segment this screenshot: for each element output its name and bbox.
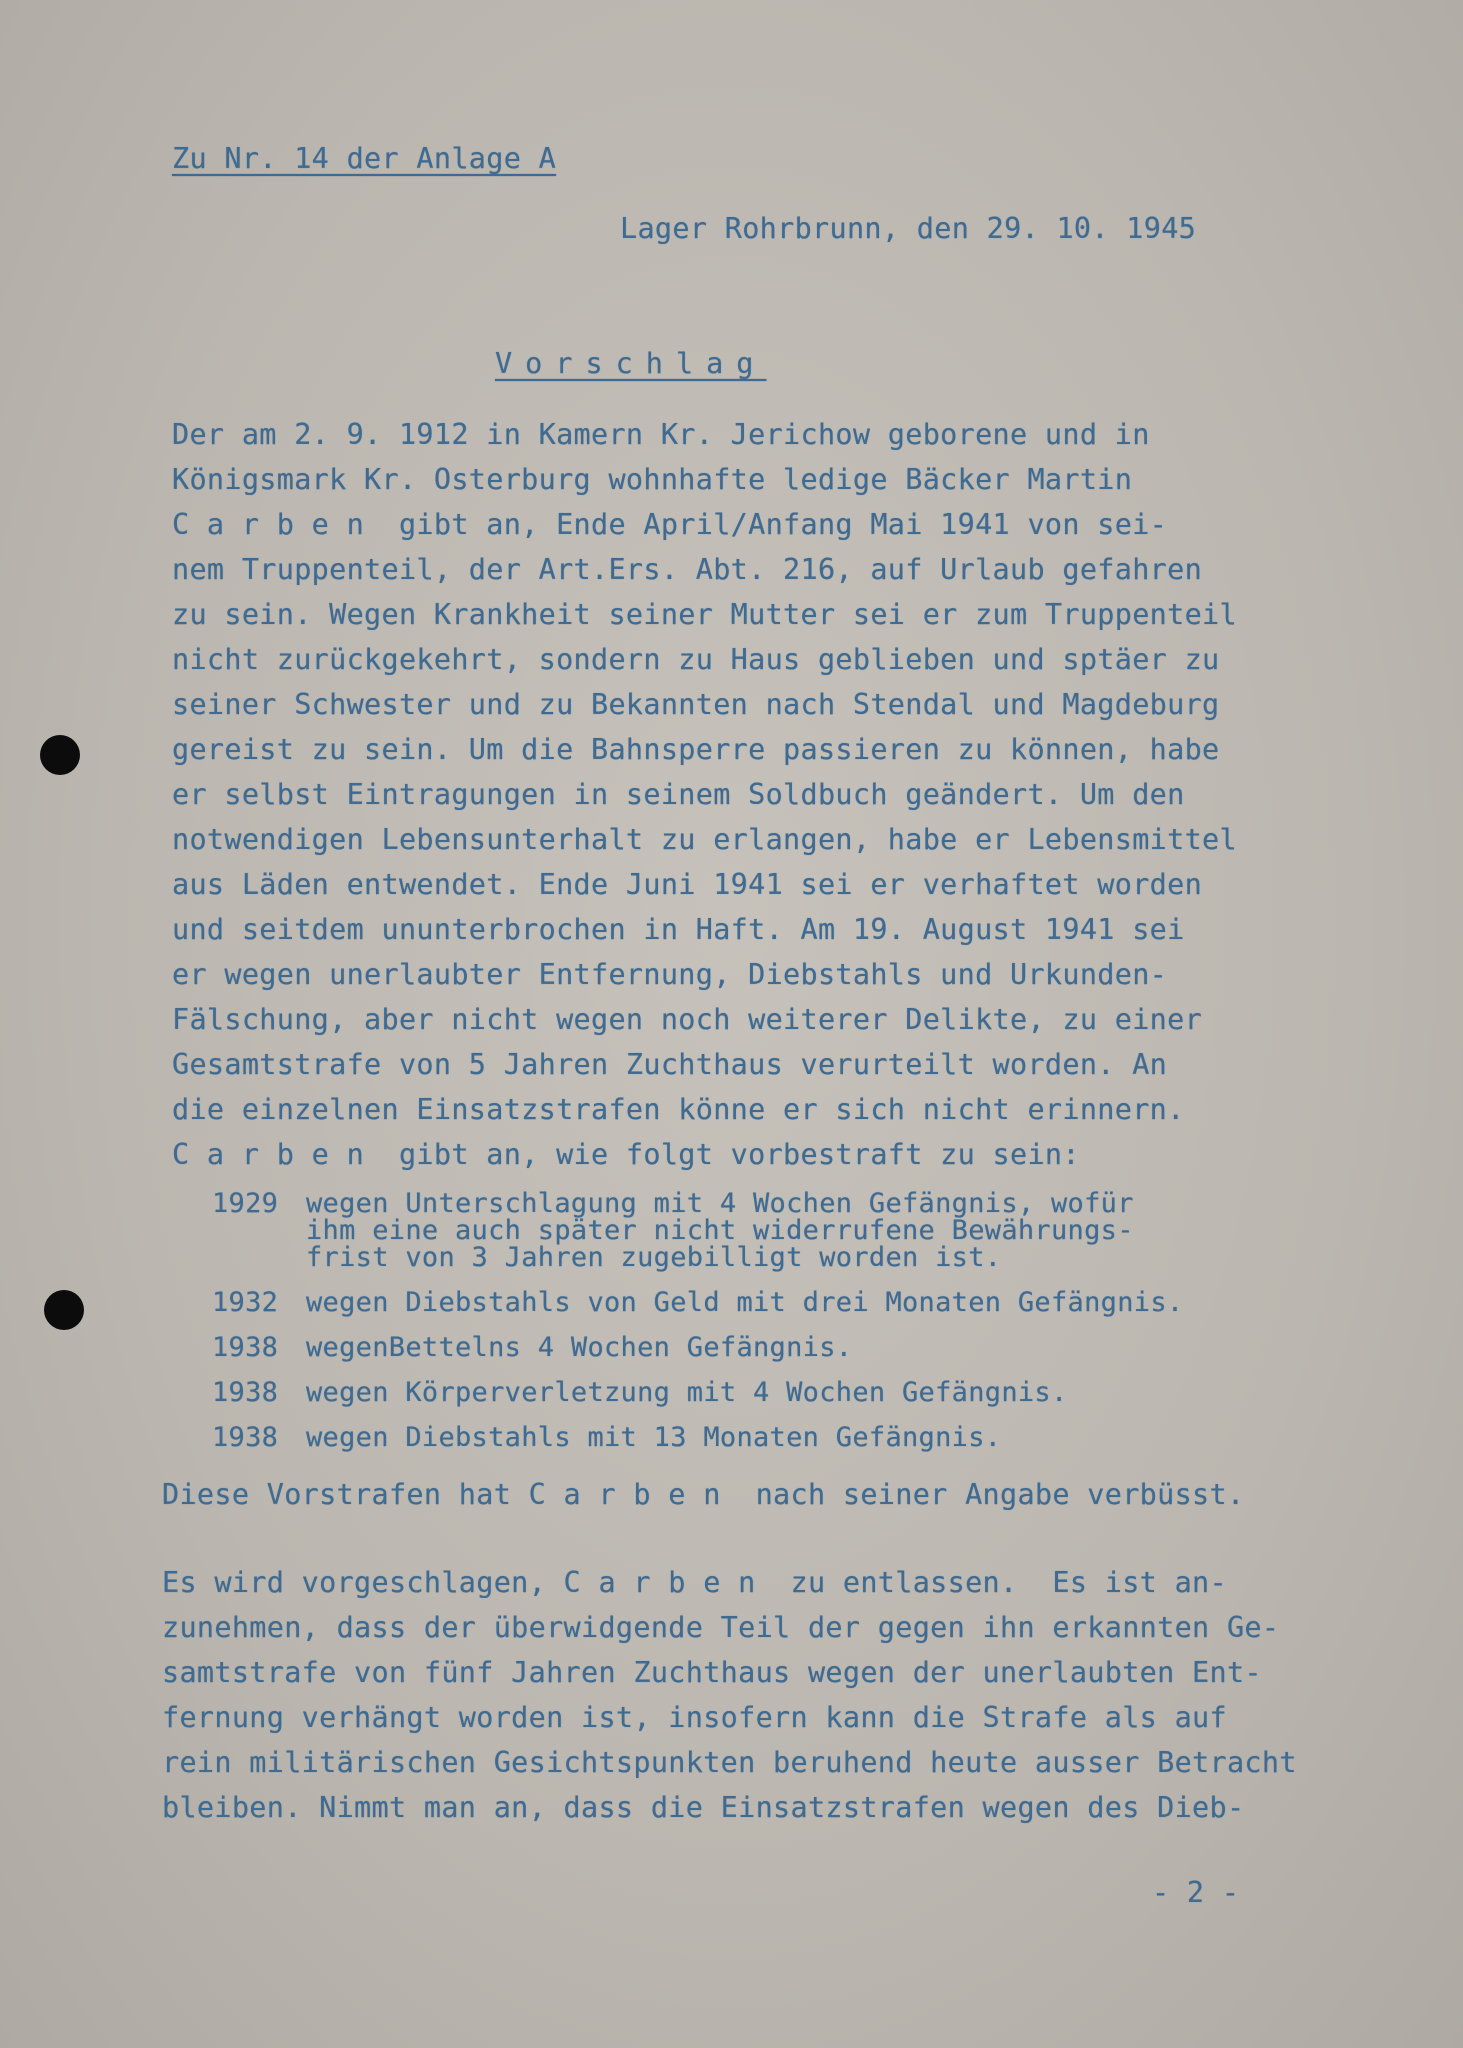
text-line: er selbst Eintragungen in seinem Soldbuch geändert. Um den	[172, 778, 1185, 811]
text-line: notwendigen Lebensunterhalt zu erlangen, habe er Lebensmittel	[172, 823, 1237, 856]
text-line: Der am 2. 9. 1912 in Kamern Kr. Jerichow geborene und in	[172, 418, 1150, 451]
text-line: Gesamtstrafe von 5 Jahren Zuchthaus verurteilt worden. An	[172, 1048, 1168, 1081]
text-line: seiner Schwester und zu Bekannten nach Stendal und Magdeburg	[172, 688, 1220, 721]
conviction-text: wegen Diebstahls von Geld mit drei Monaten Gefängnis.	[306, 1287, 1184, 1318]
conviction-year: 1938	[212, 1377, 279, 1408]
text-line: gereist zu sein. Um die Bahnsperre passieren zu können, habe	[172, 733, 1220, 766]
conviction-year: 1932	[212, 1287, 279, 1318]
text-line: die einzelnen Einsatzstrafen könne er sich nicht erinnern.	[172, 1093, 1185, 1126]
punch-hole-lower	[44, 1290, 84, 1330]
conviction-year: 1929	[212, 1188, 279, 1219]
conviction-text: wegen Unterschlagung mit 4 Wochen Gefängnis, wofür	[306, 1188, 1134, 1219]
text-line: samtstrafe von fünf Jahren Zuchthaus wegen der unerlaubten Ent-	[162, 1656, 1262, 1689]
conviction-year: 1938	[212, 1422, 279, 1453]
served-statement: Diese Vorstrafen hat C a r b e n nach seiner Angabe verbüsst.	[162, 1478, 1245, 1511]
text-line: C a r b e n gibt an, wie folgt vorbestraft zu sein:	[172, 1138, 1080, 1171]
page-marker: - 2 -	[1152, 1876, 1240, 1909]
text-line: zu sein. Wegen Krankheit seiner Mutter sei er zum Truppenteil	[172, 598, 1237, 631]
document-title: Vorschlag	[495, 347, 767, 380]
text-line: Es wird vorgeschlagen, C a r b e n zu entlassen. Es ist an-	[162, 1566, 1227, 1599]
conviction-text: wegenBettelns 4 Wochen Gefängnis.	[306, 1332, 853, 1363]
place-date: Lager Rohrbrunn, den 29. 10. 1945	[620, 212, 1197, 245]
conviction-text: ihm eine auch später nicht widerrufene Bewährungs-	[306, 1215, 1134, 1246]
text-line: Fälschung, aber nicht wegen noch weiterer Delikte, zu einer	[172, 1003, 1203, 1036]
text-line: nicht zurückgekehrt, sondern zu Haus geblieben und sptäer zu	[172, 643, 1220, 676]
conviction-text: wegen Körperverletzung mit 4 Wochen Gefängnis.	[306, 1377, 1068, 1408]
text-line: rein militärischen Gesichtspunkten beruhend heute ausser Betracht	[162, 1746, 1297, 1779]
conviction-text: wegen Diebstahls mit 13 Monaten Gefängnis.	[306, 1422, 1002, 1453]
text-line: er wegen unerlaubter Entfernung, Diebstahls und Urkunden-	[172, 958, 1168, 991]
conviction-text: frist von 3 Jahren zugebilligt worden ist.	[306, 1242, 1002, 1273]
punch-hole-upper	[40, 735, 80, 775]
text-line: nem Truppenteil, der Art.Ers. Abt. 216, auf Urlaub gefahren	[172, 553, 1203, 586]
conviction-year: 1938	[212, 1332, 279, 1363]
text-line: Königsmark Kr. Osterburg wohnhafte ledige Bäcker Martin	[172, 463, 1133, 496]
text-line: C a r b e n gibt an, Ende April/Anfang Mai 1941 von sei-	[172, 508, 1168, 541]
text-line: bleiben. Nimmt man an, dass die Einsatzstrafen wegen des Dieb-	[162, 1791, 1245, 1824]
reference-line: Zu Nr. 14 der Anlage A	[172, 142, 557, 175]
text-line: und seitdem ununterbrochen in Haft. Am 19. August 1941 sei	[172, 913, 1185, 946]
text-line: aus Läden entwendet. Ende Juni 1941 sei er verhaftet worden	[172, 868, 1203, 901]
text-line: fernung verhängt worden ist, insofern kann die Strafe als auf	[162, 1701, 1227, 1734]
text-line: zunehmen, dass der überwidgende Teil der gegen ihn erkannten Ge-	[162, 1611, 1280, 1644]
